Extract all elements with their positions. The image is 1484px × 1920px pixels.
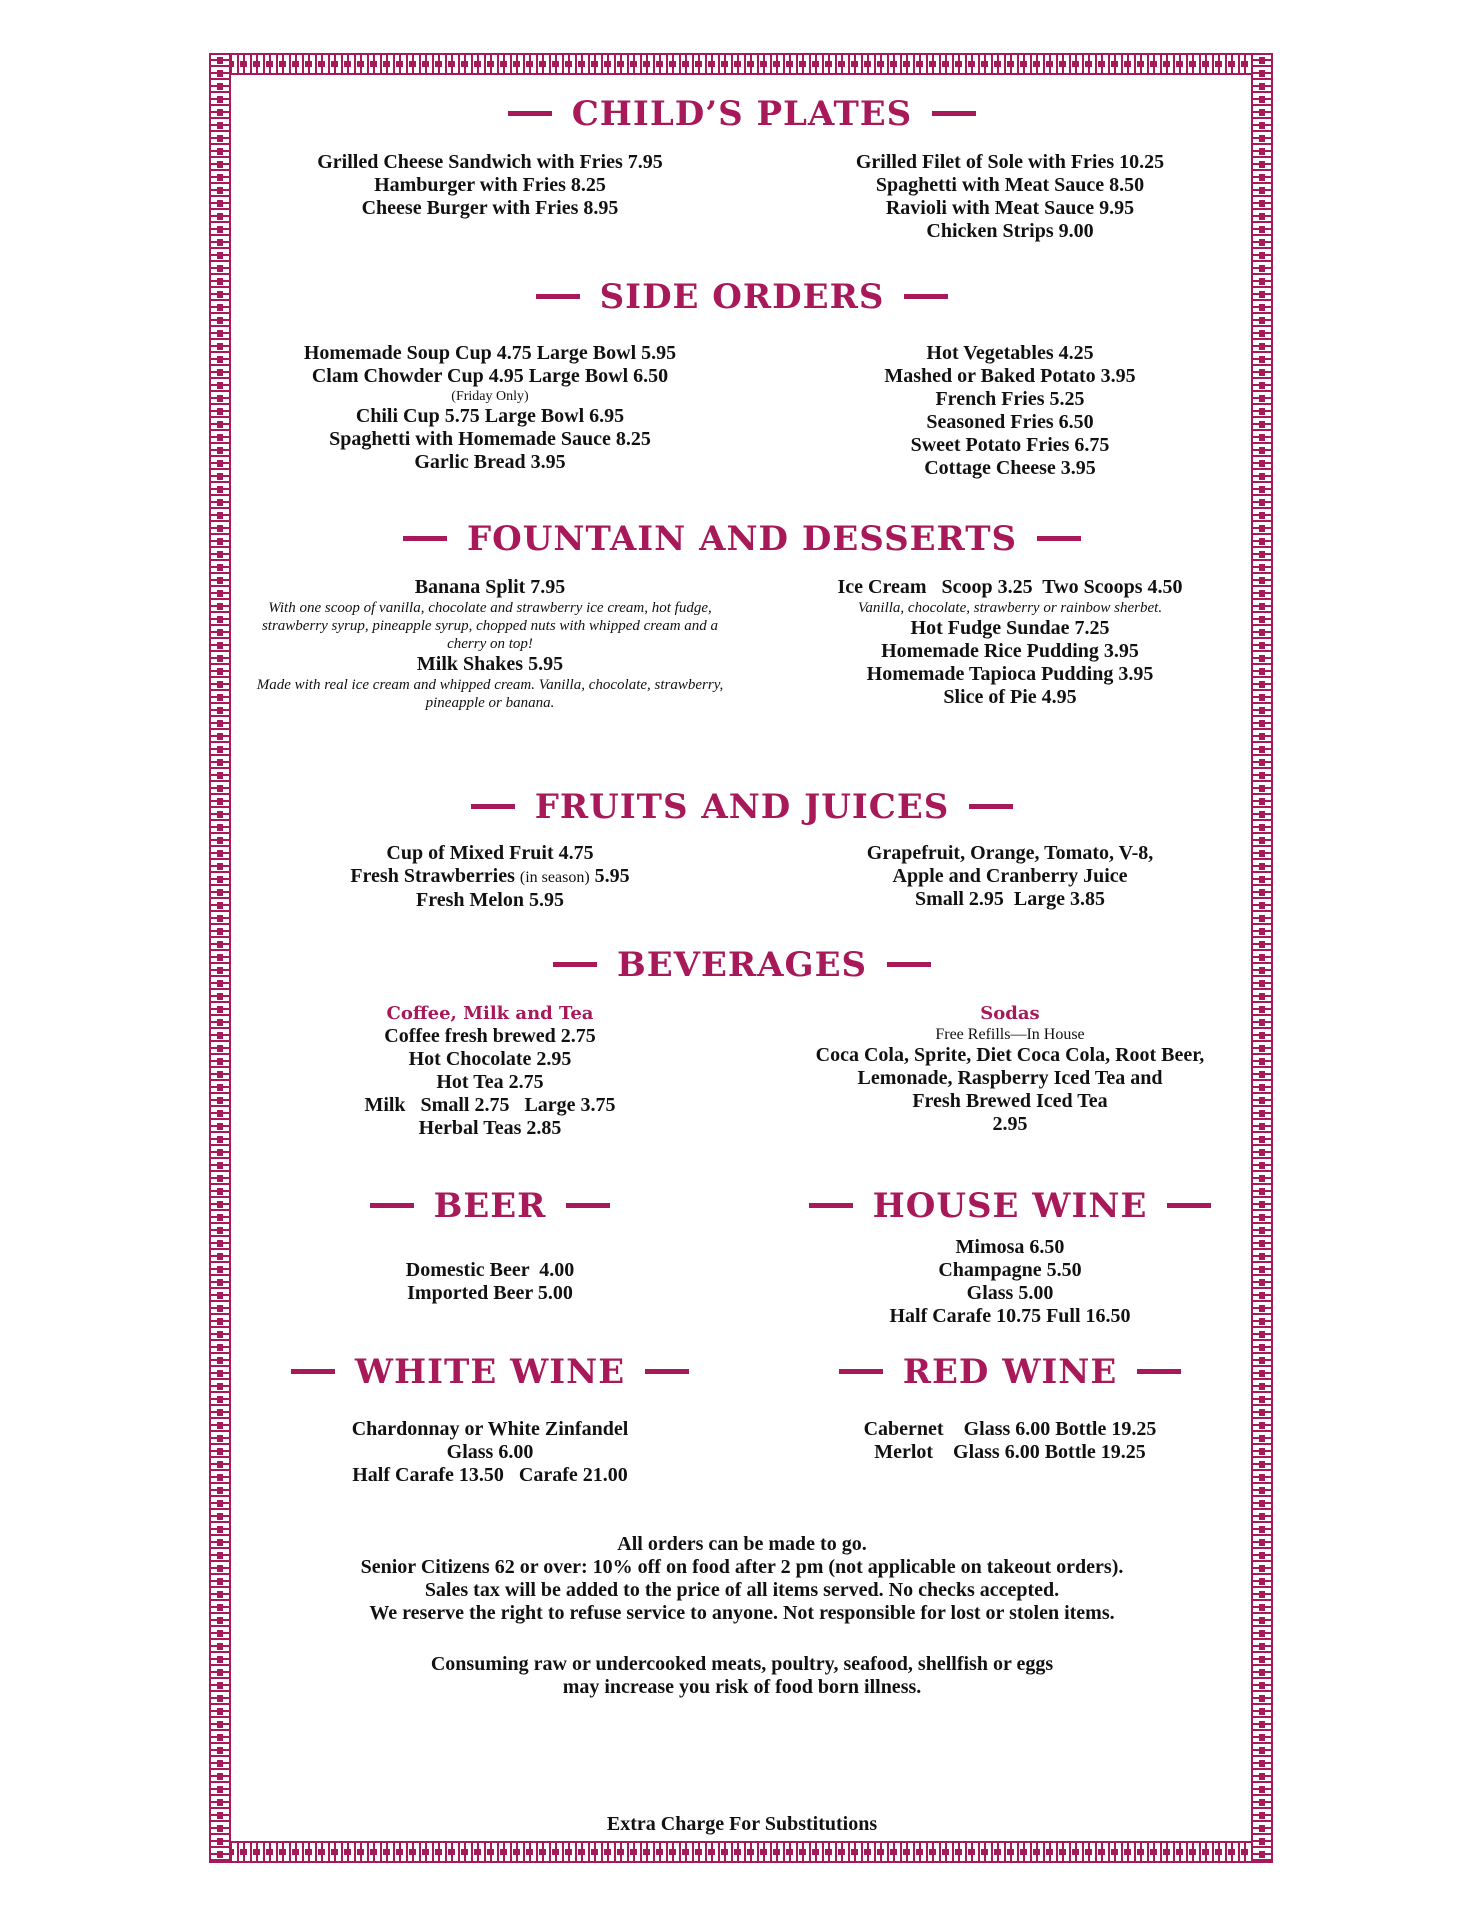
list-item: Half Carafe 13.50 Carafe 21.00 <box>352 1464 628 1486</box>
list-item: Grilled Filet of Sole with Fries 10.25 <box>855 151 1165 173</box>
list-item: Garlic Bread 3.95 <box>414 451 566 473</box>
heading-beer: BEER <box>250 1186 730 1226</box>
list-item: Banana Split 7.95 <box>414 576 566 598</box>
list-item: Cottage Cheese 3.95 <box>924 457 1096 479</box>
beverages-left <box>250 1002 730 1140</box>
beer-list <box>250 1259 730 1305</box>
policy-notes <box>220 1533 1264 1625</box>
heading-house-wine: HOUSE WINE <box>770 1186 1250 1226</box>
list-item: Chili Cup 5.75 Large Bowl 6.95 <box>355 405 625 427</box>
heading-white-wine: WHITE WINE <box>250 1352 730 1392</box>
food-safety-warning <box>220 1653 1264 1699</box>
list-item: Champagne 5.50 <box>938 1259 1082 1281</box>
side-orders-left <box>250 342 730 474</box>
list-item: Fresh Strawberries (in season) 5.95 <box>350 865 630 887</box>
list-item: Coffee fresh brewed 2.75 <box>384 1025 596 1047</box>
refills-note: Free Refills—In House <box>935 1026 1085 1043</box>
list-item: Chicken Strips 9.00 <box>926 220 1094 242</box>
policy-line: We reserve the right to refuse service to anyone. Not responsible for lost or stolen items. <box>369 1602 1115 1624</box>
list-item: Half Carafe 10.75 Full 16.50 <box>889 1305 1131 1327</box>
list-item: Hot Tea 2.75 <box>436 1071 544 1093</box>
list-item: Milk Shakes 5.95 <box>416 653 564 675</box>
coffee-milk-tea-heading: Coffee, Milk and Tea <box>386 1003 594 1024</box>
list-item: Homemade Soup Cup 4.75 Large Bowl 5.95 <box>303 342 677 364</box>
list-item: Lemonade, Raspberry Iced Tea and <box>857 1067 1163 1089</box>
policy-line: Sales tax will be added to the price of all items served. No checks accepted. <box>424 1579 1060 1601</box>
fruits-left <box>250 842 730 912</box>
list-item: Glass 6.00 <box>446 1441 534 1463</box>
side-orders-right <box>770 342 1250 480</box>
fountain-left <box>255 576 725 712</box>
border-top <box>211 55 1271 75</box>
childs-plates-right <box>770 151 1250 243</box>
list-item: Hamburger with Fries 8.25 <box>374 174 606 196</box>
list-item: Fresh Melon 5.95 <box>416 889 564 911</box>
sodas-heading: Sodas <box>980 1003 1040 1024</box>
heading-childs-plates: CHILD’S PLATES <box>220 94 1264 134</box>
list-item: Cup of Mixed Fruit 4.75 <box>386 842 594 864</box>
list-item: Apple and Cranberry Juice <box>892 865 1128 887</box>
fruits-right <box>770 842 1250 911</box>
list-item: Merlot Glass 6.00 Bottle 19.25 <box>874 1441 1146 1463</box>
beverages-right <box>770 1002 1250 1136</box>
ice-cream-description: Vanilla, chocolate, strawberry or rainbow sherbet. <box>857 600 1163 616</box>
heading-red-wine: RED WINE <box>770 1352 1250 1392</box>
heading-fruits-juices: FRUITS AND JUICES <box>220 787 1264 827</box>
list-item: 2.95 <box>992 1113 1028 1135</box>
heading-beverages: BEVERAGES <box>220 945 1264 985</box>
list-item: Clam Chowder Cup 4.95 Large Bowl 6.50 <box>311 365 669 387</box>
policy-line: Senior Citizens 62 or over: 10% off on food after 2 pm (not applicable on takeout orders). <box>360 1556 1124 1578</box>
list-item: Spaghetti with Meat Sauce 8.50 <box>875 174 1145 196</box>
list-item: Grapefruit, Orange, Tomato, V-8, <box>866 842 1154 864</box>
chowder-note: (Friday Only) <box>451 389 529 404</box>
list-item: Homemade Tapioca Pudding 3.95 <box>866 663 1154 685</box>
list-item: Ravioli with Meat Sauce 9.95 <box>885 197 1135 219</box>
fountain-right <box>770 576 1250 709</box>
list-item: French Fries 5.25 <box>935 388 1085 410</box>
list-item: Seasoned Fries 6.50 <box>926 411 1094 433</box>
list-item: Imported Beer 5.00 <box>407 1282 573 1304</box>
white-wine-list <box>250 1418 730 1487</box>
list-item: Cabernet Glass 6.00 Bottle 19.25 <box>863 1418 1157 1440</box>
house-wine-list <box>770 1236 1250 1328</box>
red-wine-list <box>770 1418 1250 1464</box>
milk-shakes-description: Made with real ice cream and whipped cream. Vanilla, chocolate, strawberry, pineapple or banana. <box>256 677 724 711</box>
list-item: Glass 5.00 <box>966 1282 1054 1304</box>
list-item: Mimosa 6.50 <box>955 1236 1065 1258</box>
policy-line: All orders can be made to go. <box>617 1533 867 1555</box>
substitutions-note: Extra Charge For Substitutions <box>606 1813 878 1835</box>
list-item: Slice of Pie 4.95 <box>943 686 1077 708</box>
list-item: Cheese Burger with Fries 8.95 <box>361 197 619 219</box>
border-bottom <box>211 1841 1271 1861</box>
list-item: Spaghetti with Homemade Sauce 8.25 <box>329 428 651 450</box>
list-item: Hot Fudge Sundae 7.25 <box>910 617 1110 639</box>
heading-fountain-desserts: FOUNTAIN AND DESSERTS <box>220 519 1264 559</box>
heading-side-orders: SIDE ORDERS <box>220 277 1264 317</box>
list-item: Homemade Rice Pudding 3.95 <box>881 640 1139 662</box>
list-item: Milk Small 2.75 Large 3.75 <box>364 1094 616 1116</box>
list-item: Fresh Brewed Iced Tea <box>912 1090 1108 1112</box>
list-item: Small 2.95 Large 3.85 <box>915 888 1105 910</box>
list-item: Coca Cola, Sprite, Diet Coca Cola, Root Beer, <box>815 1044 1205 1066</box>
list-item: Herbal Teas 2.85 <box>418 1117 562 1139</box>
list-item: Grilled Cheese Sandwich with Fries 7.95 <box>317 151 663 173</box>
list-item: Sweet Potato Fries 6.75 <box>910 434 1110 456</box>
banana-split-description: With one scoop of vanilla, chocolate and strawberry ice cream, hot fudge, strawberry syrup, pineapple syrup, chopped nuts with whipped cream and a cherry on top! <box>261 600 719 652</box>
warning-line: Consuming raw or undercooked meats, poultry, seafood, shellfish or eggs <box>430 1653 1054 1675</box>
childs-plates-left <box>250 151 730 220</box>
list-item: Domestic Beer 4.00 <box>405 1259 575 1281</box>
list-item: Hot Vegetables 4.25 <box>926 342 1094 364</box>
list-item: Chardonnay or White Zinfandel <box>351 1418 629 1440</box>
list-item: Hot Chocolate 2.95 <box>408 1048 572 1070</box>
list-item: Mashed or Baked Potato 3.95 <box>884 365 1136 387</box>
warning-line: may increase you risk of food born illness. <box>562 1676 922 1698</box>
list-item: Ice Cream Scoop 3.25 Two Scoops 4.50 <box>837 576 1183 598</box>
in-season-note: (in season) <box>519 869 590 886</box>
